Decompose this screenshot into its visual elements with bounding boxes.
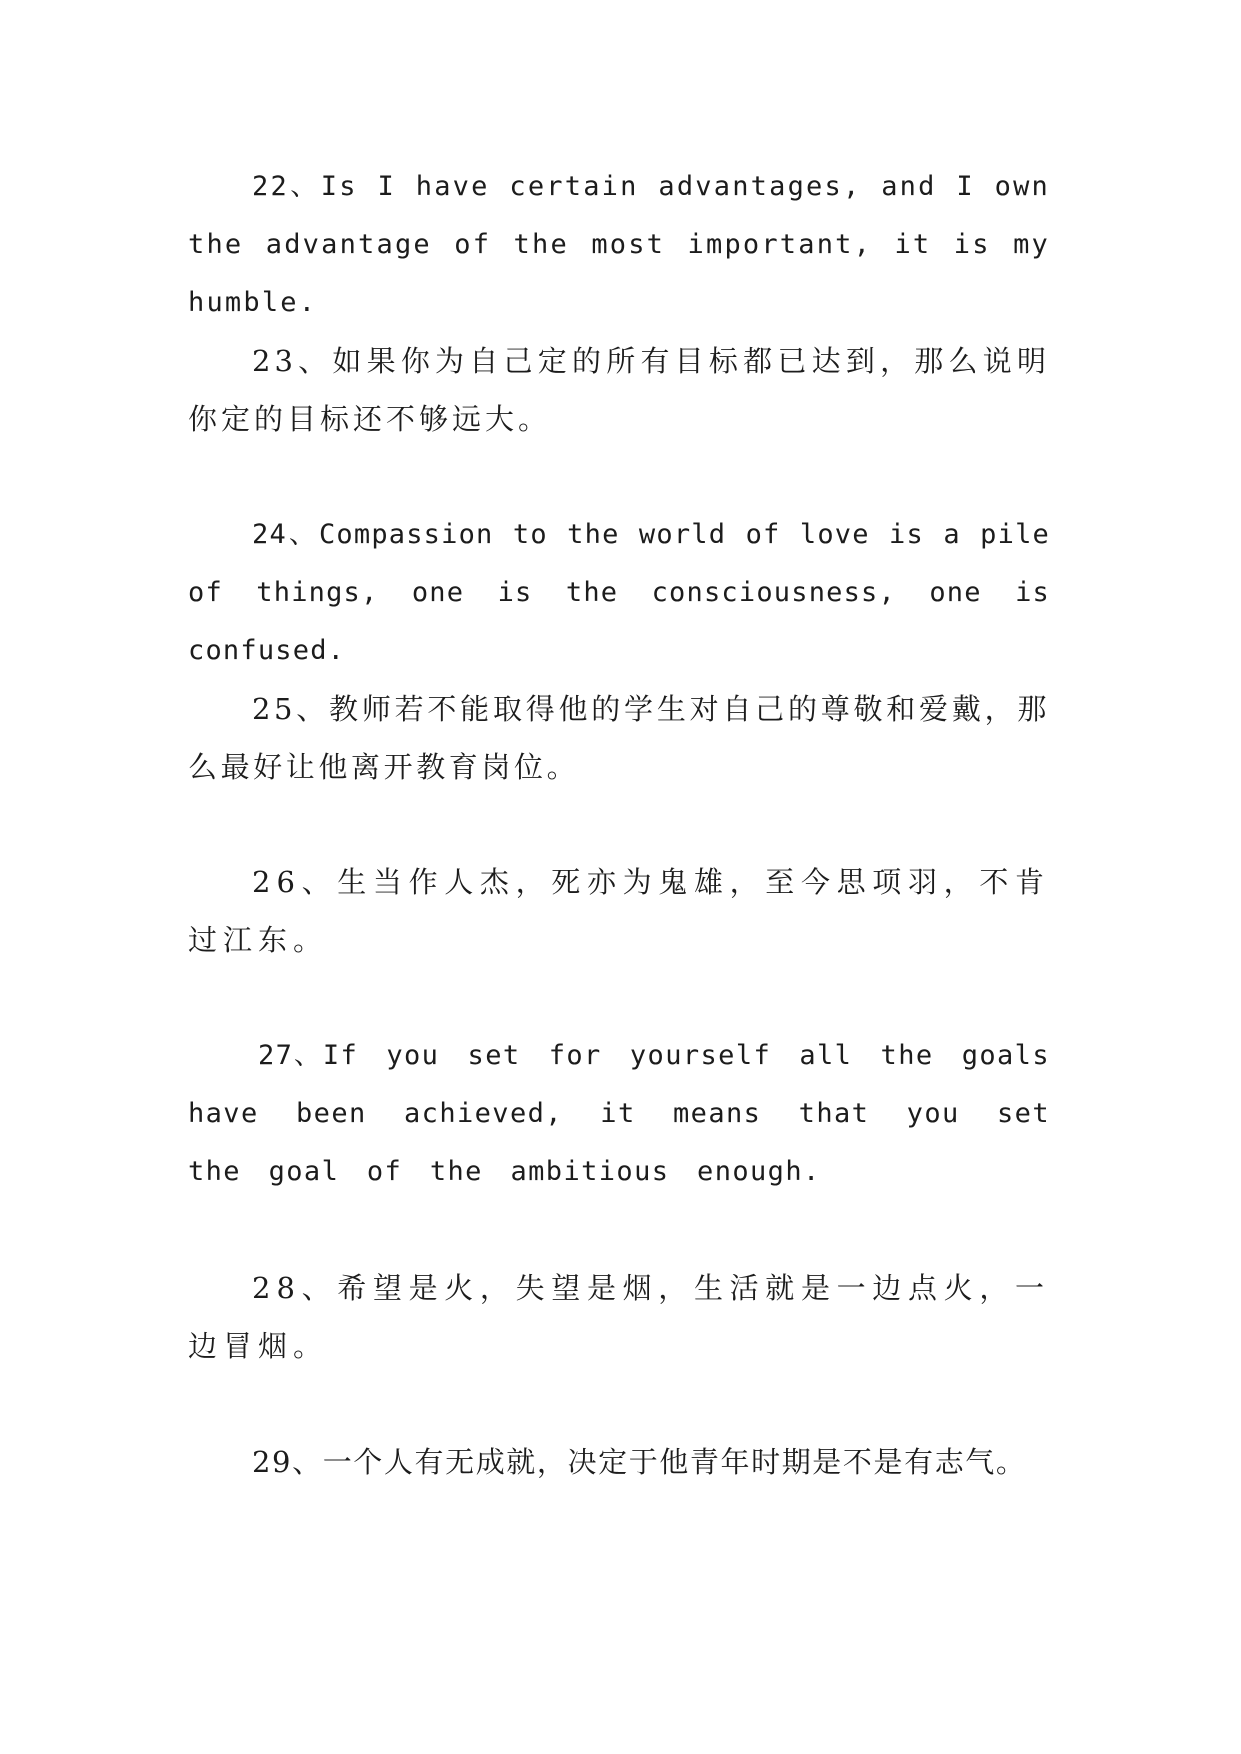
paragraph-27: 27、If you set for yourself all the goals have been achieved, it means that you set the goal of the ambitious enough. bbox=[188, 1040, 1050, 1187]
paragraph-22: 22、Is I have certain advantages, and I own the advantage of the most important, it is my humble. bbox=[188, 171, 1050, 318]
paragraph-28: 28、希望是火，失望是烟，生活就是一边点火，一边冒烟。 bbox=[188, 1271, 1050, 1363]
paragraph-26: 26、生当作人杰，死亦为鬼雄，至今思项羽，不肯过江东。 bbox=[188, 865, 1050, 957]
paragraph-29: 29、一个人有无成就，决定于他青年时期是不是有志气。 bbox=[252, 1445, 1027, 1479]
paragraph-23: 23、如果你为自己定的所有目标都已达到，那么说明你定的目标还不够远大。 bbox=[188, 344, 1050, 436]
paragraph-25: 25、教师若不能取得他的学生对自己的尊敬和爱戴，那么最好让他离开教育岗位。 bbox=[188, 692, 1050, 784]
paragraph-24: 24、Compassion to the world of love is a pile of things, one is the consciousness, one is confused. bbox=[188, 519, 1050, 666]
